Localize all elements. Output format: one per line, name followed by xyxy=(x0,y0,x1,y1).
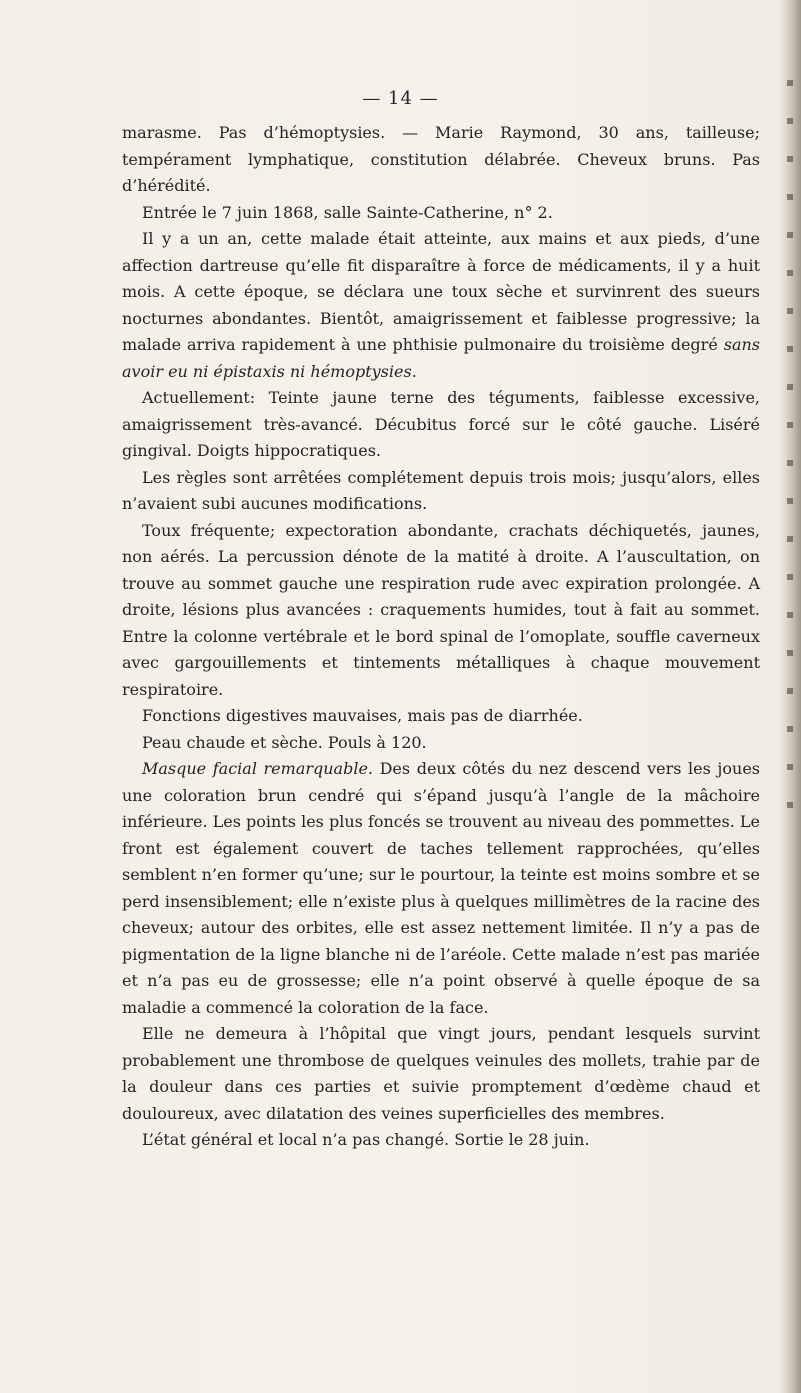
paragraph-11: L’état général et local n’a pas changé. Sortie le 28 juin. xyxy=(142,1130,590,1149)
paragraph-9: Masque facial remarquable. Des deux côtés du nez descend vers les joues une coloration brun cendré qui s’épand jusqu’à l’angle de la mâchoire inférieure. Les points les plus foncés se trouvent au niveau des pommettes. Le front est également couvert de taches tellement rapprochées, qu’elles semblent n’en former qu’une; sur le pourtour, la teinte est moins sombre et se perd insensiblement; elle n’existe plus à quelques millimètres de la racine des cheveux; autour des orbites, elle est assez nettement limitée. Il n’y a pas de pigmentation de la ligne blanche ni de l’aréole. Cette malade n’est pas mariée et n’a pas eu de grossesse; elle n’a point observé à quelle époque de sa maladie a commencé la coloration de la face. xyxy=(122,759,760,1017)
page-number-header: — 14 — xyxy=(362,88,439,109)
page-edge-marks xyxy=(787,80,793,840)
paragraph-8: Peau chaude et sèche. Pouls à 120. xyxy=(142,732,427,752)
paragraph-5: Les règles sont arrêtées complétement depuis trois mois; jusqu’alors, elles n’avaient subi aucunes modifications. xyxy=(122,467,760,513)
paragraph-7: Fonctions digestives mauvaises, mais pas de diarrhée. xyxy=(142,706,583,725)
paragraph-10: Elle ne demeura à l’hôpital que vingt jours, pendant lesquels survint probablement une thrombose de quelques veinules des mollets, trahie par de la douleur dans ces parties et suivie promptement d’œdème chaud et douloureux, avec dilatation des veines superficielles des membres. xyxy=(122,1024,760,1123)
paragraph-2: Entrée le 7 juin 1868, salle Sainte-Catherine, n° 2. xyxy=(142,202,553,222)
body-text xyxy=(122,120,760,1154)
paragraph-3: Il y a un an, cette malade était atteinte, aux mains et aux pieds, d’une affection dartreuse qu’elle fit disparaître à force de médicaments, il y a huit mois. A cette époque, se déclara une toux sèche et survinrent des sueurs nocturnes abondantes. Bientôt, amaigrissement et faiblesse progressive; la malade arriva rapidement à une phthisie pulmonaire du troisième degré sans avoir eu ni épistaxis ni hémoptysies. xyxy=(122,229,760,381)
paragraph-4: Actuellement: Teinte jaune terne des téguments, faiblesse excessive, amaigrissement très-avancé. Décubitus forcé sur le côté gauche. Liséré gingival. Doigts hippocratiques. xyxy=(122,388,760,460)
paragraph-1: marasme. Pas d’hémoptysies. — Marie Raymond, 30 ans, tailleuse; tempérament lymphatique, constitution délabrée. Cheveux bruns. Pas d’hérédité. xyxy=(122,123,760,195)
paragraph-6: Toux fréquente; expectoration abondante, crachats déchiquetés, jaunes, non aérés. La percussion dénote de la matité à droite. A l’auscultation, on trouve au sommet gauche une respiration rude avec expiration prolongée. A droite, lésions plus avancées : craquements humides, tout à fait au sommet. Entre la colonne vertébrale et le bord spinal de l’omoplate, souffle caverneux avec gargouillements et tintements métalliques à chaque mouvement respiratoire. xyxy=(122,520,760,699)
